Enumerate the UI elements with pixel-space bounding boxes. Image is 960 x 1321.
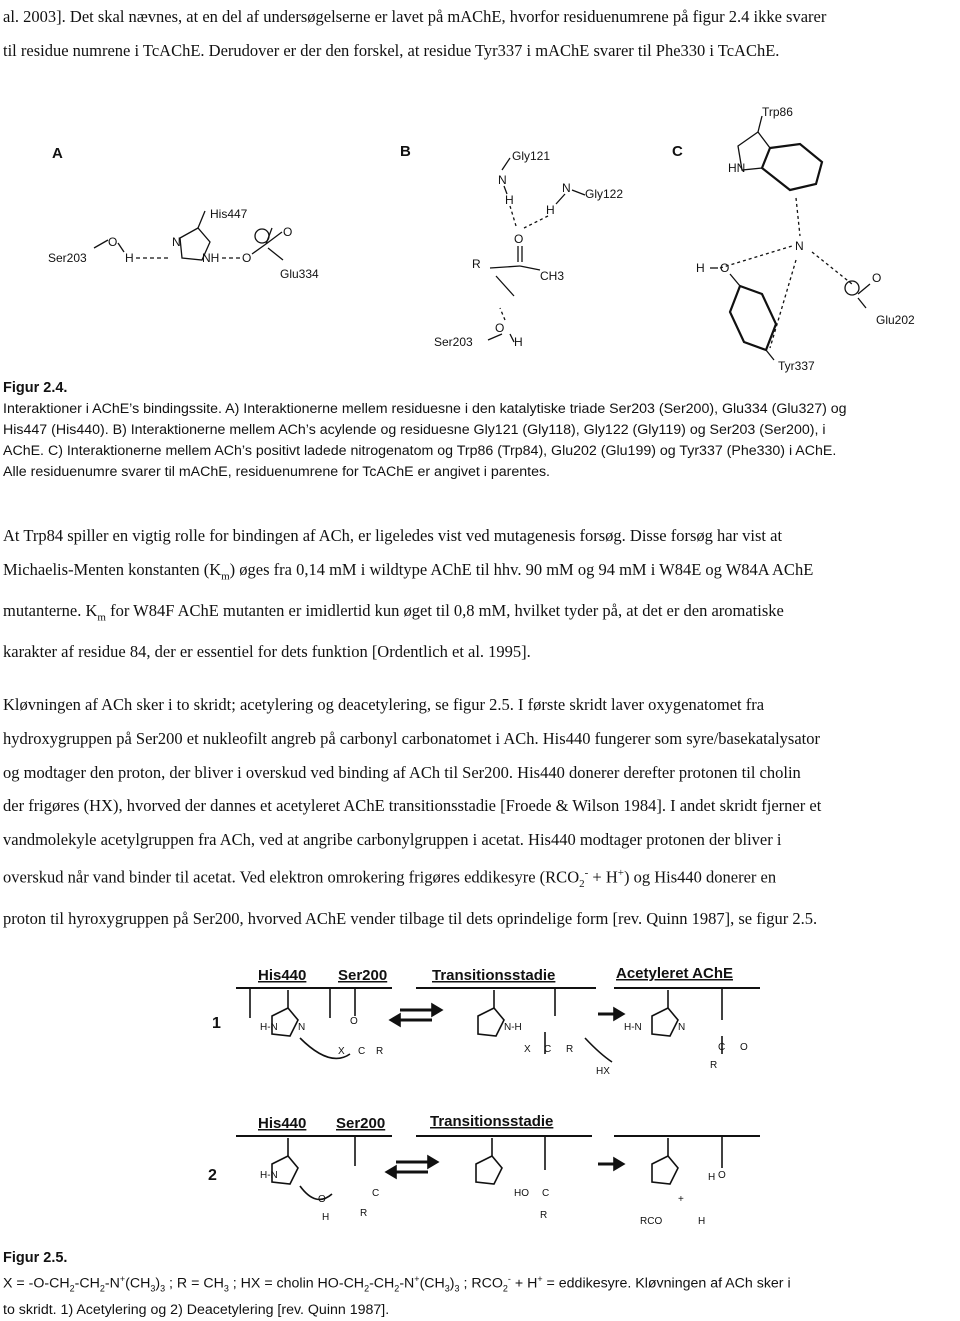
chem-c: C xyxy=(718,1042,726,1053)
caption-line: His447 (His440). B) Interaktionerne mellem ACh’s acylende og residuesne Gly121 (Gly118), Gly122 (Gly119) og Ser203 (Ser200), i xyxy=(3,422,826,438)
chem-x: X xyxy=(524,1044,531,1055)
panel-label-a: A xyxy=(52,145,63,162)
chem-o: O xyxy=(318,1194,326,1205)
chem-o: O xyxy=(740,1042,748,1053)
panel-c-n-plus: N xyxy=(795,239,804,253)
intro-text xyxy=(3,0,958,68)
subscript: 3 xyxy=(444,1283,450,1294)
panel-c-o1: O xyxy=(720,261,730,275)
panel-b-h1: H xyxy=(505,193,514,207)
text-run: (CH xyxy=(125,1275,151,1292)
row1-label-transition: Transitionsstadie xyxy=(432,967,556,984)
chem-hn: H-N xyxy=(260,1022,278,1033)
panel-c-tyr: Tyr337 xyxy=(778,359,815,373)
subscript: 3 xyxy=(454,1283,460,1294)
figure-2-5-caption xyxy=(3,1248,958,1321)
panel-a-h1: H xyxy=(125,251,134,265)
chem-h: H xyxy=(708,1172,716,1183)
row2-label-ser: Ser200 xyxy=(336,1115,386,1132)
intro-line-2: til residue numrene i TcAChE. Derudover er der den forskel, at residue Tyr337 i mAChE svarer til Phe330 i TcAChE. xyxy=(3,41,780,60)
chem-r: R xyxy=(540,1210,548,1221)
row2-label-his: His440 xyxy=(258,1115,307,1132)
text-run: ; HX = cholin HO-CH xyxy=(228,1275,365,1292)
panel-a-nh: NH xyxy=(202,251,220,265)
panel-label-c: C xyxy=(672,143,683,160)
text-run: overskud når vand binder til acetat. Ved elektron omrokering frigøres eddikesyre (RCO xyxy=(3,867,580,887)
paragraph-line xyxy=(3,594,958,635)
chem-x: X xyxy=(338,1046,345,1057)
text-run: (CH xyxy=(419,1275,445,1292)
panel-c-hn: HN xyxy=(728,161,746,175)
subscript: 3 xyxy=(150,1283,156,1294)
panel-a-n1: N xyxy=(172,235,181,249)
text-run: ) øges fra 0,14 mM i wildtype AChE til hhv. 90 mM og 94 mM i W84E og W84A AChE xyxy=(229,559,814,579)
figure-2-5 xyxy=(0,958,960,1248)
subscript: 2 xyxy=(579,877,585,890)
chem-h: H xyxy=(322,1212,330,1223)
panel-c-trp: Trp86 xyxy=(762,105,793,119)
paragraph-line: der frigøres (HX), hvorved der dannes et acetyleret AChE transitionsstadie [Froede & Wilson 1984]. I andet skridt fjerner et xyxy=(3,796,822,816)
caption-line: Interaktioner i AChE’s bindingssite. A) Interaktionerne mellem residuesne i den katalytiske triade Ser203 (Ser200), Glu334 (Glu327) og xyxy=(3,401,847,417)
panel-b-gly121: Gly121 xyxy=(512,149,551,163)
panel-a-glu: Glu334 xyxy=(280,267,319,281)
text-run: + H xyxy=(588,867,618,887)
chem-n: N xyxy=(678,1022,686,1033)
chem-c: C xyxy=(542,1188,550,1199)
caption-line: AChE. C) Interaktionerne mellem ACh’s positivt ladede nitrogenatom og Trp86 (Trp84), Glu202 (Glu199) og Tyr337 (Phe330) i AChE. xyxy=(3,443,837,459)
chem-r: R xyxy=(376,1046,384,1057)
paragraph-line: At Trp84 spiller en vigtig rolle for bindingen af ACh, er ligeledes vist ved mutagenesis forsøg. Disse forsøg har vist at xyxy=(3,526,783,545)
text-run: + H xyxy=(510,1275,538,1292)
text-run: ; RCO xyxy=(459,1275,503,1292)
chem-rco2: RCO xyxy=(640,1216,663,1227)
chem-o: O xyxy=(718,1170,726,1181)
superscript: + xyxy=(537,1274,543,1284)
chem-n: N xyxy=(298,1022,306,1033)
paragraph-line: proton til hyroxygruppen på Ser200, hvorved AChE vender tilbage til dets oprindelige form [rev. Quinn 1987], se figur 2.5. xyxy=(3,908,818,928)
panel-b-gly122: Gly122 xyxy=(585,187,624,201)
row1-label-acetyl: Acetyleret AChE xyxy=(616,965,733,982)
panel-b-h2: H xyxy=(546,203,555,217)
panel-a-his: His447 xyxy=(210,207,248,221)
subscript: 3 xyxy=(160,1283,166,1294)
paragraph-line: og modtager den proton, der bliver i overskud ved binding af ACh til Ser200. His440 donerer derefter protonen til cholin xyxy=(3,762,801,782)
chem-h-plus: H xyxy=(698,1216,706,1227)
subscript: 2 xyxy=(502,1283,508,1294)
intro-line-1: al. 2003]. Det skal nævnes, at en del af undersøgelserne er lavet på mAChE, hvorfor residuenumrene på figur 2.4 ikke svarer xyxy=(3,7,827,26)
panel-c-o2: O xyxy=(872,271,882,285)
text-run: ) xyxy=(449,1275,455,1292)
row2-label-transition: Transitionsstadie xyxy=(430,1113,554,1130)
chem-ho: HO xyxy=(514,1188,529,1199)
chem-c: C xyxy=(544,1044,552,1055)
panel-a-ser: Ser203 xyxy=(48,251,87,265)
paragraph-line xyxy=(3,553,958,594)
text-run: -CH xyxy=(74,1275,100,1292)
panel-c-structure xyxy=(710,116,870,360)
panel-label-b: B xyxy=(400,143,411,160)
figure-2-4-caption xyxy=(3,378,958,483)
panel-a-structure xyxy=(94,211,283,260)
subscript: 2 xyxy=(364,1283,370,1294)
subscript: 2 xyxy=(69,1283,75,1294)
panel-b-ch3: CH3 xyxy=(540,269,565,283)
text-run: -CH xyxy=(369,1275,395,1292)
paragraph-line xyxy=(3,857,958,902)
panel-b-h3: H xyxy=(514,335,523,349)
superscript: + xyxy=(119,1274,126,1284)
panel-a-o1: O xyxy=(108,235,118,249)
panel-b-o1: O xyxy=(514,232,524,246)
paragraph-1 xyxy=(3,519,958,669)
chem-c: C xyxy=(372,1188,380,1199)
reaction-scheme-row-2 xyxy=(236,1136,760,1199)
chem-hn: H-N xyxy=(624,1022,642,1033)
chem-r: R xyxy=(566,1044,574,1055)
superscript: + xyxy=(617,866,624,879)
row1-label-ser: Ser200 xyxy=(338,967,388,984)
chem-plus: + xyxy=(678,1194,684,1205)
text-run: Michaelis-Menten konstanten (K xyxy=(3,559,222,579)
chem-hx: HX xyxy=(596,1066,610,1077)
panel-b-n2: N xyxy=(562,181,571,195)
paragraph-2 xyxy=(3,688,958,935)
row-number-1: 1 xyxy=(212,1015,221,1032)
subscript: m xyxy=(97,611,106,624)
panel-c-glu: Glu202 xyxy=(876,313,915,327)
panel-b-r: R xyxy=(472,257,481,271)
paragraph-line: Kløvningen af ACh sker i to skridt; acetylering og deacetylering, se figur 2.5. I første skridt laver oxygenatomet fra xyxy=(3,695,765,714)
paragraph-line: vandmolekyle acetylgruppen fra ACh, ved at angribe carbonylgruppen i acetat. His440 modtager protonen der bliver i xyxy=(3,830,782,850)
superscript: + xyxy=(414,1274,420,1284)
text-run: ) xyxy=(155,1275,161,1292)
paragraph-line: hydroxygruppen på Ser200 et nukleofilt angreb på carbonyl carbonatomet i ACh. His440 fungerer som syre/basekatalysator xyxy=(3,728,820,748)
panel-b-ser: Ser203 xyxy=(434,335,473,349)
caption-line: to skridt. 1) Acetylering og 2) Deacetylering [rev. Quinn 1987]. xyxy=(3,1301,390,1318)
text-run: -N xyxy=(104,1275,120,1292)
panel-b-o2: O xyxy=(495,321,505,335)
figure-2-4 xyxy=(0,98,960,378)
row1-label-his: His440 xyxy=(258,967,307,984)
paragraph-line: karakter af residue 84, der er essentiel for dets funktion [Ordentlich et al. 1995]. xyxy=(3,641,531,661)
chem-r: R xyxy=(710,1060,718,1071)
chem-nh: N-H xyxy=(504,1022,522,1033)
chem-r: R xyxy=(360,1208,368,1219)
panel-b-n1: N xyxy=(498,173,507,187)
text-run: = eddikesyre. Kløvningen af ACh sker i xyxy=(542,1275,791,1292)
subscript: 3 xyxy=(223,1283,229,1294)
superscript: - xyxy=(507,1274,511,1284)
subscript: 2 xyxy=(394,1283,400,1294)
row-number-2: 2 xyxy=(208,1167,217,1184)
caption-title: Figur 2.5. xyxy=(3,1250,68,1266)
subscript: m xyxy=(221,570,230,583)
subscript: 2 xyxy=(99,1283,105,1294)
panel-a-o2: O xyxy=(242,251,252,265)
panel-a-o3: O xyxy=(283,225,293,239)
text-run: -N xyxy=(399,1275,415,1292)
chem-c: C xyxy=(358,1046,366,1057)
caption-title: Figur 2.4. xyxy=(3,380,68,396)
superscript: - xyxy=(584,866,589,879)
chem-hn: H-N xyxy=(260,1170,278,1181)
text-run: for W84F AChE mutanten er imidlertid kun øget til 0,8 mM, hvilket tyder på, at det er den aromatiske xyxy=(105,600,784,620)
text-run: X = -O-CH xyxy=(3,1275,70,1292)
text-run: ; R = CH xyxy=(165,1275,224,1292)
text-run: mutanterne. K xyxy=(3,600,98,620)
caption-line xyxy=(3,1269,958,1300)
panel-c-h: H xyxy=(696,261,705,275)
caption-line: Alle residuenumre svarer til mAChE, residuenumrene for TcAChE er angivet i parentes. xyxy=(3,464,550,480)
chem-o: O xyxy=(350,1016,358,1027)
text-run: ) og His440 donerer en xyxy=(623,867,777,887)
